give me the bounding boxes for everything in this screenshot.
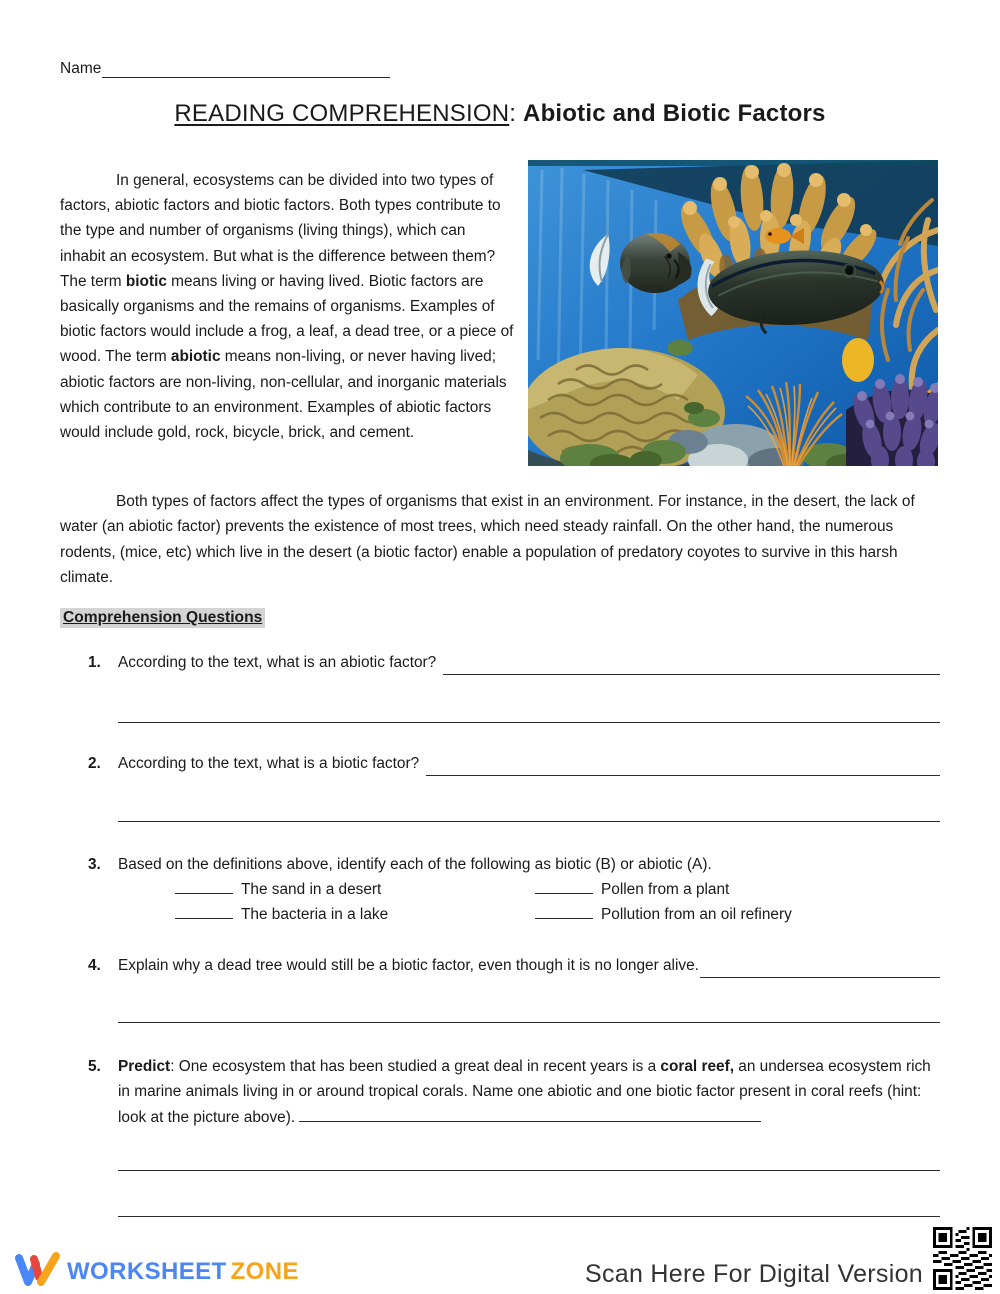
questions-heading: Comprehension Questions (60, 608, 265, 628)
answer-blank-q5-inline[interactable] (299, 1109, 761, 1122)
q3-item-pollen: Pollen from a plant (535, 881, 729, 899)
logo-text: WORKSHEET ZONE (67, 1257, 299, 1285)
name-answer-blank[interactable] (102, 60, 390, 78)
answer-blank-q4-inline[interactable] (700, 961, 940, 978)
worksheet-zone-logo (13, 1249, 299, 1294)
question-4 (88, 954, 940, 978)
question-5-number: 5. (88, 1058, 101, 1075)
question-3-items-row-2 (118, 901, 940, 926)
qr-code (933, 1227, 992, 1290)
answer-blank-q3-pollen[interactable] (535, 881, 593, 894)
answer-blank-q2-line2[interactable] (118, 801, 940, 822)
question-4-text: Explain why a dead tree would still be a biotic factor, even though it is no longer alive. (118, 957, 699, 974)
question-2 (88, 752, 940, 776)
question-1-text: According to the text, what is an abiotic factor? (118, 654, 437, 671)
question-3-text: Based on the definitions above, identify each of the following as biotic (B) or abiotic (A). (118, 856, 712, 873)
question-3 (88, 853, 940, 877)
answer-blank-q3-sand[interactable] (175, 881, 233, 894)
name-label: Name (60, 60, 102, 77)
question-2-text: According to the text, what is a biotic factor? (118, 755, 420, 772)
question-5-text: Predict: One ecosystem that has been studied a great deal in recent years is a coral reef, an undersea ecosystem rich in marine animals living in or around tropical corals. Name one abiotic and one biotic factor present in coral reefs (hint: look at the picture above). (118, 1058, 931, 1126)
question-4-number: 4. (88, 957, 101, 974)
q3-item-sand: The sand in a desert (175, 881, 381, 899)
question-2-number: 2. (88, 755, 101, 772)
answer-blank-q5-line3[interactable] (118, 1196, 940, 1217)
question-1 (88, 651, 940, 675)
name-row (60, 60, 480, 78)
scan-here-text: Scan Here For Digital Version (584, 1260, 923, 1288)
logo-w-icon (13, 1249, 60, 1294)
coral-reef-photo (528, 160, 938, 466)
title-underlined: READING COMPREHENSION (174, 100, 510, 127)
answer-blank-q3-pollution[interactable] (535, 906, 593, 919)
passage-paragraph-1: In general, ecosystems can be divided into two types of factors, abiotic factors and biotic factors. Both types contribute to the type and number of organisms (living things), which can inhabit an ecosystem. But what is the difference between them? The term biotic means living or having lived. Biotic factors are basically organisms and the remains of organisms. Examples of biotic factors would include a frog, a leaf, a dead tree, or a piece of wood. The term abiotic means non-living, or never having lived; abiotic factors are non-living, non-cellular, and inorganic materials which contribute to an environment. Examples of abiotic factors would include gold, rock, bicycle, brick, and cement. (60, 172, 514, 442)
title-bold: Abiotic and Biotic Factors (523, 100, 826, 127)
question-5 (88, 1054, 943, 1130)
answer-blank-q2-inline[interactable] (426, 759, 940, 776)
q3-item-bacteria: The bacteria in a lake (175, 906, 388, 924)
question-3-items-row-1 (118, 876, 940, 901)
answer-blank-q1-inline[interactable] (443, 658, 940, 675)
question-3-number: 3. (88, 856, 101, 873)
answer-blank-q4-line2[interactable] (118, 1002, 940, 1023)
question-1-number: 1. (88, 654, 101, 671)
page-title (0, 100, 1000, 128)
q3-item-pollution: Pollution from an oil refinery (535, 906, 792, 924)
passage-paragraph-2: Both types of factors affect the types of organisms that exist in an environment. For instance, in the desert, the lack of water (an abiotic factor) prevents the existence of most trees, which need steady rainfall. On the other hand, the numerous rodents, (mice, etc) which live in the desert (a biotic factor) enable a population of predatory coyotes to survive in this harsh climate. (60, 493, 915, 586)
answer-blank-q1-line2[interactable] (118, 702, 940, 723)
answer-blank-q3-bacteria[interactable] (175, 906, 233, 919)
title-separator: : (509, 100, 524, 127)
answer-blank-q5-line2[interactable] (118, 1150, 940, 1171)
